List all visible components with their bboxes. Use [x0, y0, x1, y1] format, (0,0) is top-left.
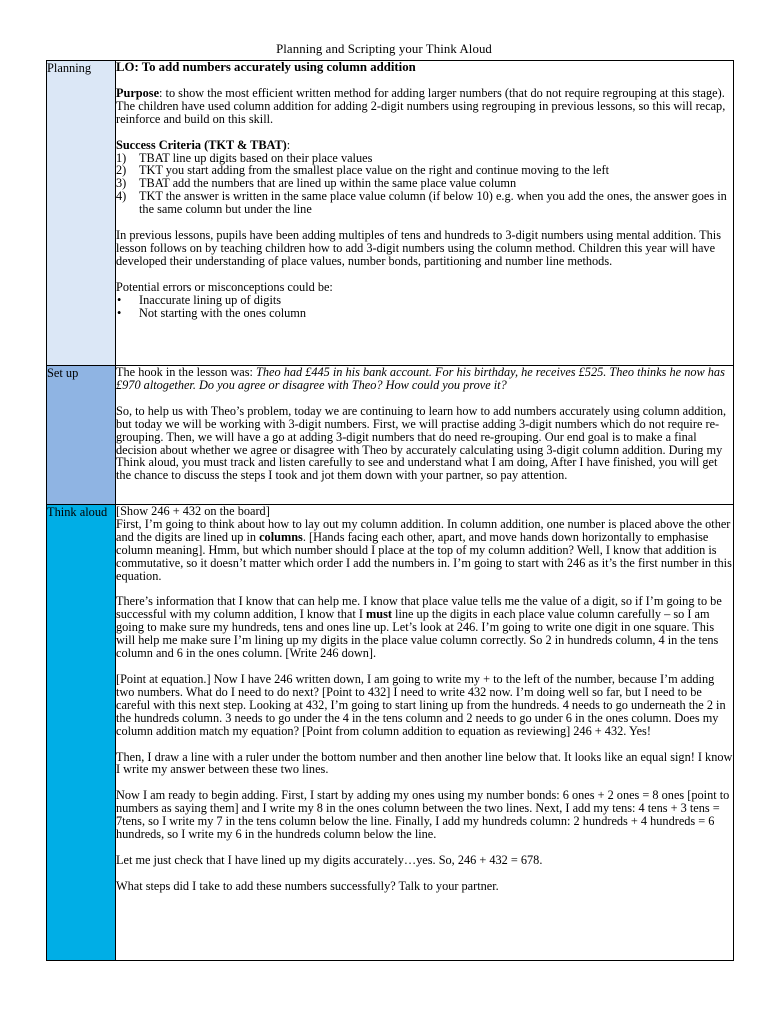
- learning-objective: LO: To add numbers accurately using column addition: [116, 60, 416, 74]
- think-aloud-content: [116, 505, 734, 961]
- think-aloud-label: Think aloud: [47, 505, 116, 961]
- misconceptions-list: [116, 294, 733, 320]
- think-aloud-planning-table: [46, 60, 734, 961]
- think-aloud-paragraph-7: What steps did I take to add these numbers successfully? Talk to your partner.: [116, 878, 499, 893]
- planning-row: [47, 61, 734, 366]
- think-aloud-row: [47, 505, 734, 961]
- setup-content: [116, 366, 734, 505]
- hook-paragraph: The hook in the lesson was: Theo had £445 in his bank account. For his birthday, he receives £525. Theo thinks he now has £970 altogether. Do you agree or disagree with Theo? How could you prove it?: [116, 365, 725, 392]
- criteria-item: 2) TKT you start adding from the smallest place value on the right and continue moving to the left: [116, 163, 610, 178]
- bullet-icon: •: [117, 305, 122, 320]
- think-aloud-paragraph-5: Now I am ready to begin adding. First, I start by adding my ones using my number bonds: 6 ones + 2 ones = 8 ones [point to numbers as saying them] and I write my 8 in the ones column between the two lines. Next, I add my tens: 4 tens + 3 tens = 7tens, so I write my 7 in the tens column below the line. Finally, I add my hundreds column: 2 hundreds + 4 hundreds = 6 hundreds, so I write my 6 in the hundreds column below the line.: [116, 788, 730, 842]
- document-title: Planning and Scripting your Think Aloud: [276, 42, 492, 56]
- think-aloud-paragraph-2: There’s information that I know that can help me. I know that place value tells me the value of a digit, so if I’m going to be successful with my column addition, I know that I must line up the digits in each place value column carefully – so I am going to make sure my hundreds, tens and ones line up. Let’s look at 246. I’m going to write one digit in one square. This will help me make sure I’m lining up my digits in the place value column correctly. So 2 in hundreds column, 4 in the tens column and 6 in the ones column. [Write 246 down].: [116, 594, 722, 661]
- purpose-paragraph: [116, 87, 733, 126]
- setup-paragraph: So, to help us with Theo’s problem, today we are continuing to learn how to add numbers accurately using column addition, but today we will be working with 3-digit numbers. First, we will practise adding 3-digit numbers which do not require re-grouping. Then, we will have a go at adding 3-digit numbers that do need re-grouping. Our end goal is to make a final decision about whether we agree or disagree with Theo by accurately calculating using 3-digit column addition. During my Think aloud, you must track and listen carefully to see and understand what I am doing, After I have finished, you will get the chance to discuss the steps I took and jot them down with your partner, so pay attention.: [116, 403, 727, 483]
- setup-label: Set up: [47, 366, 116, 505]
- hook-text: Theo had £445 in his bank account. For his birthday, he receives £525. Theo thinks he now has £970 altogether. Do you agree or disagree with Theo? How could you prove it?: [116, 365, 725, 392]
- criteria-item: 4) TKT the answer is written in the same place value column (if below 10) e.g. when you add the ones, the answer goes in the same column but under the line: [116, 189, 727, 217]
- misconception-item: • Inaccurate lining up of digits: [117, 292, 282, 307]
- purpose-text: : to show the most efficient written method for adding larger numbers (that do not require regrouping at this stage). The children have used column addition for adding 2-digit numbers using regrouping in previous lessons, so this will recap, reinforce and build on this skill.: [116, 85, 726, 126]
- setup-row: [47, 366, 734, 505]
- previous-lessons-paragraph: In previous lessons, pupils have been adding multiples of tens and hundreds to 3-digit numbers using mental addition. This lesson follows on by teaching children how to add 3-digit numbers using the column method. Children this year will have developed their understanding of place values, number bonds, partitioning and number line methods.: [116, 228, 721, 268]
- criteria-item: 1) TBAT line up digits based on their place values: [116, 150, 373, 165]
- think-aloud-paragraph-4: Then, I draw a line with a ruler under the bottom number and then another line below that. It looks like an equal sign! I know I write my answer between these two lines.: [116, 749, 733, 777]
- planning-content: [116, 61, 734, 366]
- purpose-heading: Purpose: [116, 85, 160, 100]
- success-criteria-list: [116, 152, 733, 217]
- criteria-item: 3) TBAT add the numbers that are lined up within the same place value column: [116, 176, 517, 191]
- success-criteria-heading: Success Criteria (TKT & TBAT):: [116, 137, 291, 152]
- think-aloud-paragraph-6: Let me just check that I have lined up my digits accurately…yes. So, 246 + 432 = 678.: [116, 852, 543, 867]
- errors-intro: Potential errors or misconceptions could be:: [116, 279, 333, 294]
- think-aloud-paragraph-3: [Point at equation.] Now I have 246 written down, I am going to write my + to the left of the number, because I’m adding two numbers. What do I need to do next? [Point to 432] I need to write 432 now. I’m doing well so far, but I need to be careful with this next step. Looking at 432, I’m going to start lining up from the hundreds. 4 needs to go underneath the 2 in the hundreds column. 3 needs to go under the 4 in the tens column and 2 needs to go under 6 in the ones column. Does my column addition match my equation? [Point from column addition to equation as reviewing] 246 + 432. Yes!: [116, 671, 726, 738]
- misconception-item: • Not starting with the ones column: [117, 305, 307, 320]
- think-aloud-paragraph-1: [Show 246 + 432 on the board] First, I’m going to think about how to lay out my column addition. In column addition, one number is placed above the other and the digits are lined up in columns. [Hands facing each other, apart, and move hands down horizontally to emphasise column meaning]. Hmm, but which number should I place at the top of my column addition? Well, I know that addition is commutative, so it doesn’t matter which order I add the numbers in. I’m going to start with 246 as it’s the first number in this equation.: [116, 504, 732, 583]
- planning-label: Planning: [47, 61, 116, 366]
- bullet-icon: •: [117, 292, 122, 307]
